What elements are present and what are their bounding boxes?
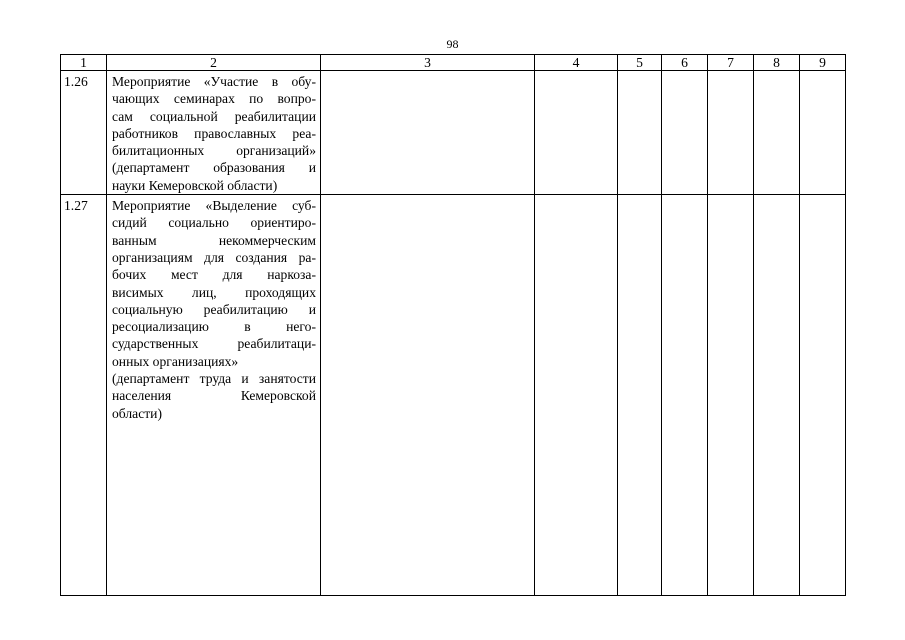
text-line: (департамент труда и занятости (112, 371, 316, 387)
empty-cell (800, 71, 846, 195)
row-number: 1.26 (61, 71, 107, 195)
text-line: ресоциализацию в него- (112, 319, 316, 335)
column-header: 3 (321, 55, 535, 71)
empty-cell (618, 71, 662, 195)
table-row (61, 195, 846, 596)
text-line: висимых лиц, проходящих (112, 284, 316, 300)
column-header: 4 (535, 55, 618, 71)
text-line: области) (112, 405, 162, 421)
text-line: сам социальной реабилитации (112, 108, 316, 124)
empty-cell (662, 71, 708, 195)
empty-cell (708, 71, 754, 195)
column-header: 1 (61, 55, 107, 71)
empty-cell (708, 195, 754, 596)
text-line: Мероприятие «Участие в обу- (112, 74, 316, 89)
text-line: работников православных реа- (112, 125, 316, 141)
text-line: сударственных реабилитаци- (112, 336, 316, 352)
empty-cell (321, 195, 535, 596)
empty-cell (662, 195, 708, 596)
row-number: 1.27 (61, 195, 107, 596)
text-line: (департамент образования и (112, 160, 316, 176)
column-header: 8 (754, 55, 800, 71)
column-header: 7 (708, 55, 754, 71)
column-header: 6 (662, 55, 708, 71)
empty-cell (321, 71, 535, 195)
column-header: 2 (107, 55, 321, 71)
column-header: 5 (618, 55, 662, 71)
empty-cell (754, 71, 800, 195)
empty-cell (618, 195, 662, 596)
table-row (61, 71, 846, 195)
page-number: 98 (446, 37, 459, 51)
text-line: социальную реабилитацию и (112, 301, 316, 317)
text-line: организациям для создания ра- (112, 249, 316, 265)
empty-cell (754, 195, 800, 596)
column-header: 9 (800, 55, 846, 71)
text-line: билитационных организаций» (112, 143, 316, 159)
header-row (61, 55, 846, 71)
measures-table (60, 54, 846, 596)
empty-cell (535, 71, 618, 195)
text-line: сидий социально ориентиро- (112, 215, 316, 231)
empty-cell (800, 195, 846, 596)
text-line: бочих мест для наркоза- (112, 267, 316, 283)
text-line: онных организациях» (112, 353, 239, 369)
empty-cell (535, 195, 618, 596)
text-line: населения Кемеровской (112, 388, 316, 404)
measure-description (107, 195, 321, 596)
text-line: ванным некоммерческим (112, 232, 316, 248)
measure-description (107, 71, 321, 195)
text-line: Мероприятие «Выделение суб- (112, 198, 316, 214)
text-line: науки Кемеровской области) (112, 177, 278, 193)
text-line: чающих семинарах по вопро- (112, 91, 316, 107)
